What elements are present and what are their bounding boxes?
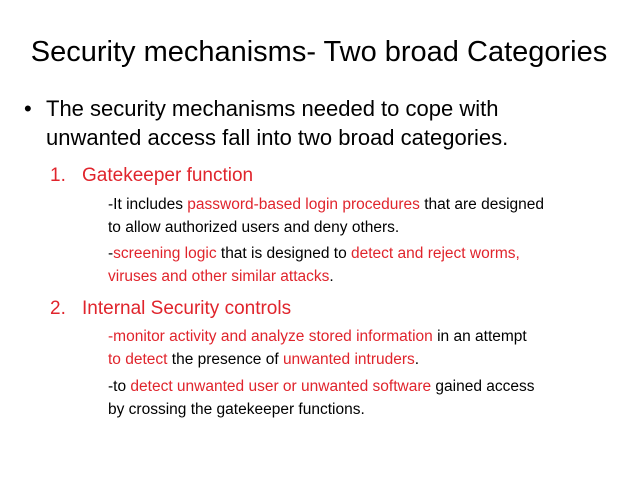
highlight-run: screening logic [113, 245, 217, 262]
category-1-point-1 [108, 193, 628, 239]
highlight-run: password-based login procedures [187, 196, 420, 213]
text-run: the presence of [167, 351, 283, 368]
text-run: that is designed to [216, 245, 351, 262]
text-run: -to [108, 378, 131, 395]
slide-title: Security mechanisms- Two broad Categories [30, 36, 608, 68]
text-run: - [108, 245, 114, 262]
point-line [108, 375, 628, 398]
text-run: in an attempt [432, 328, 527, 345]
main-bullet-line-2: unwanted access fall into two broad categories. [46, 125, 509, 150]
point-line [108, 325, 628, 348]
category-1-point-2 [108, 242, 628, 288]
category-2-point-1 [108, 325, 628, 371]
category-2-heading [50, 297, 291, 321]
text-run: -It includes [108, 196, 188, 213]
main-bullet-text [46, 94, 616, 152]
text-run: by crossing the gatekeeper functions. [108, 401, 365, 418]
point-line [108, 193, 628, 216]
text-run: . [414, 351, 420, 368]
category-1-number: 1. [50, 165, 66, 186]
highlight-run: to detect [108, 351, 168, 368]
category-2-number: 2. [50, 298, 66, 319]
point-line [108, 242, 628, 265]
point-line [108, 398, 628, 421]
category-1-title: Gatekeeper function [82, 165, 254, 186]
category-2-title: Internal Security controls [82, 298, 292, 319]
point-line [108, 265, 628, 288]
highlight-run: detect and reject worms, [351, 245, 520, 262]
text-run: gained access [431, 378, 535, 395]
text-run: to allow authorized users and deny others. [108, 219, 400, 236]
text-run: that are designed [419, 196, 544, 213]
text-run: . [329, 268, 334, 285]
category-2-point-2 [108, 375, 628, 421]
main-bullet-line-1: The security mechanisms needed to cope with [46, 96, 499, 121]
point-line [108, 348, 628, 371]
highlight-run: detect unwanted user or unwanted software [130, 378, 432, 395]
highlight-run: unwanted intruders [282, 351, 415, 368]
bullet-icon: • [24, 96, 32, 121]
highlight-run: -monitor activity and analyze stored information [108, 328, 433, 345]
highlight-run: viruses and other similar attacks [108, 268, 330, 285]
category-1-heading [50, 164, 253, 188]
point-line [108, 216, 628, 239]
